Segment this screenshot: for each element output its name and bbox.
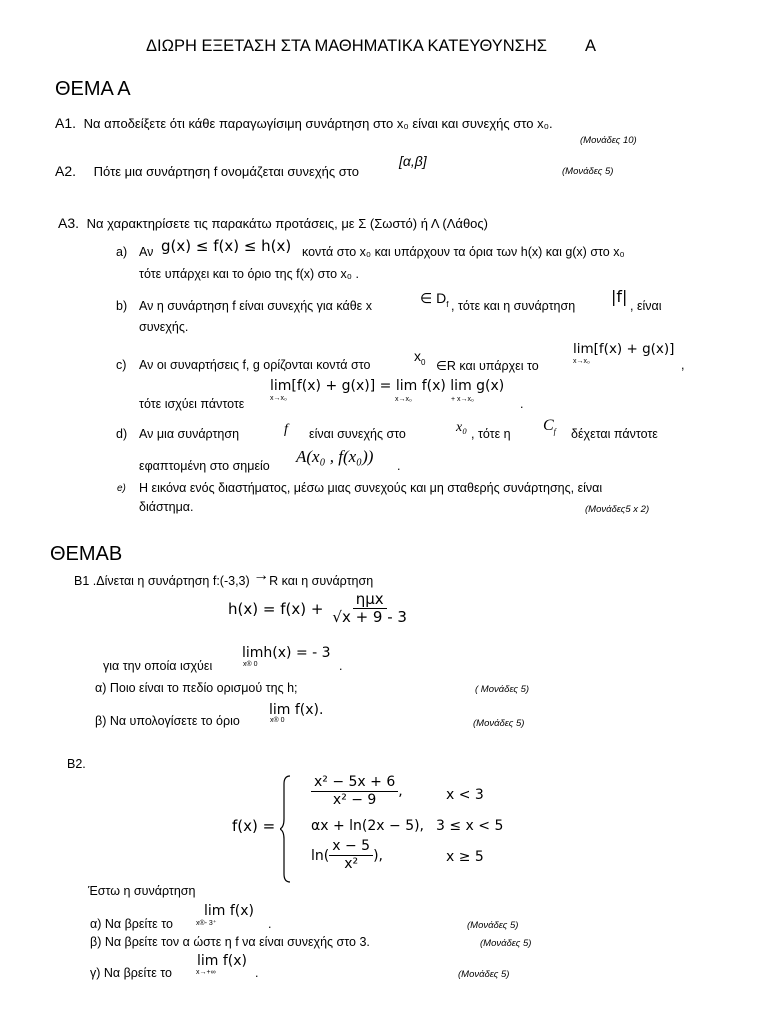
a3-c-eq-sub1: x→x₀ <box>270 395 287 402</box>
a3-b-text3: , είναι <box>630 299 662 313</box>
a3-d-text4: δέχεται πάντοτε <box>571 427 658 441</box>
b2-qc-marks: (Μονάδες 5) <box>458 969 510 980</box>
theme-b-heading: ΘΕΜΑΒ <box>50 543 123 565</box>
b1-text2: R και η συνάρτηση <box>269 574 374 588</box>
arrow-icon: → <box>253 567 270 584</box>
b1-cond-sub: x® 0 <box>243 661 258 668</box>
a2-label: Α2. <box>55 163 77 179</box>
a3-d-text3: , τότε η <box>471 427 511 441</box>
b2-case1-cond: x < 3 <box>446 787 484 803</box>
b2-let: Έστω η συνάρτηση <box>88 884 196 898</box>
a3-c-label: c) <box>116 358 127 372</box>
b2-case2-cond: 3 ≤ x < 5 <box>436 818 504 834</box>
a3-c-text1: Αν οι συναρτήσεις f, g ορίζονται κοντά στο <box>139 358 371 372</box>
b2-case2: αx + ln(2x − 5), <box>311 818 425 834</box>
b2-qc-sub: x→+∞ <box>196 969 216 976</box>
theme-a-heading: ΘΕΜΑ Α <box>55 78 131 100</box>
a3-c-end: . <box>520 397 524 411</box>
b2-qc: γ) Να βρείτε το <box>90 966 172 980</box>
b1-label: Β1 . <box>74 574 97 588</box>
a3-e-line2: διάστημα. <box>139 500 194 514</box>
b1-intro <box>74 567 374 590</box>
b1-qb-sub: x® 0 <box>270 717 285 724</box>
b1-text: Δίνεται η συνάρτηση f:(-3,3) <box>96 574 250 588</box>
b1-qb: β) Να υπολογίσετε το όριο <box>95 714 240 728</box>
b1-qa: α) Ποιο είναι το πεδίο ορισμού της h; <box>95 681 298 695</box>
a3-a-text: κοντά στο x₀ και υπάρχουν τα όρια των h(x) και g(x) στο x₀ <box>302 245 625 259</box>
b2-qc-formula: lim f(x) <box>197 953 248 969</box>
a3-b-text2: , τότε και η συνάρτηση <box>451 299 576 313</box>
case1-denominator: x² − 9 <box>332 792 377 808</box>
b1-qb-formula: lim f(x). <box>269 702 324 718</box>
a3-c-lim: lim[f(x) + g(x)] <box>573 341 675 357</box>
b2-f-lhs: f(x) = <box>232 817 276 835</box>
b2-case3 <box>311 838 383 873</box>
a3-d-line2: εφαπτομένη στο σημείο <box>139 459 270 473</box>
a3-d-end: . <box>397 459 401 473</box>
a2-marks: (Μονάδες 5) <box>562 166 614 177</box>
h-fraction <box>329 591 410 626</box>
a3-c-eq-sub3: + x→x₀ <box>451 396 474 403</box>
a3-c-lim-sub: x→x₀ <box>573 358 590 365</box>
question-a2 <box>55 163 359 179</box>
b1-cond-formula: limh(x) = - 3 <box>242 645 331 661</box>
h-denominator: √x + 9 - 3 <box>332 608 407 626</box>
title-text: ΔΙΩΡΗ ΕΞΕΤΑΣΗ ΣΤΑ ΜΑΘΗΜΑΤΙΚΑ ΚΑΤΕΥΘΥΝΣΗΣ <box>146 37 547 55</box>
a3-b-abs: |f| <box>611 287 628 306</box>
a3-a-line2: τότε υπάρχει και το όριο της f(x) στο x₀ . <box>139 267 359 281</box>
domain-symbol: ∈ D <box>420 290 447 306</box>
a3-b-text1: Αν η συνάρτηση f είναι συνεχής για κάθε x <box>139 299 372 313</box>
b1-cond-end: . <box>339 659 343 673</box>
a2-interval: [α,β] <box>399 153 427 169</box>
b2-case3-cond: x ≥ 5 <box>446 849 484 865</box>
a3-b-label: b) <box>116 299 128 313</box>
case3-post: ), <box>373 847 383 864</box>
a3-c-eq-sub2: x→x₀ <box>395 396 412 403</box>
b1-h-formula <box>228 591 410 626</box>
a2-text: Πότε μια συνάρτηση f ονομάζεται συνεχής στο <box>93 164 359 179</box>
a3-d-point: Α(x₀ , f(x₀)) <box>296 447 374 466</box>
b2-qa: α) Να βρείτε το <box>90 917 173 931</box>
a3-d-x0: x₀ <box>456 420 468 435</box>
a3-a-label: a) <box>116 245 128 259</box>
a1-label: Α1. <box>55 115 77 131</box>
cf-sub: f <box>553 427 556 437</box>
b2-qa-end: . <box>268 917 272 931</box>
question-a3 <box>58 215 488 231</box>
b1-qa-marks: ( Μονάδες 5) <box>475 684 530 695</box>
case1-fraction <box>311 774 398 809</box>
a3-d-text2: είναι συνεχής στο <box>309 427 406 441</box>
h-numerator: ημx <box>353 591 387 609</box>
a1-text: Να αποδείξετε ότι κάθε παραγωγίσιμη συνάρτηση στο x₀ είναι και συνεχής στο x₀. <box>83 116 553 131</box>
case3-pre: ln( <box>311 847 330 864</box>
case1-comma: , <box>398 783 403 800</box>
a3-d-label: d) <box>116 427 128 441</box>
a3-e-label: e) <box>117 483 126 494</box>
a3-b-domain <box>420 290 448 309</box>
document-title <box>146 37 596 56</box>
a3-a-prefix: Αν <box>139 245 154 259</box>
b2-qa-sub: x®- 3⁺ <box>196 920 217 927</box>
case3-fraction <box>329 838 373 873</box>
case3-numerator: x − 5 <box>329 838 373 856</box>
a3-c-inr: ∈R και υπάρχει το <box>436 359 539 373</box>
a3-b-line2: συνεχής. <box>139 320 189 334</box>
x0-symbol: x <box>414 348 421 364</box>
b1-qb-marks: (Μονάδες 5) <box>473 718 525 729</box>
b2-qc-end: . <box>255 966 259 980</box>
question-a1 <box>55 115 553 131</box>
a3-e-text: Η εικόνα ενός διαστήματος, μέσω μιας συνεχούς και μη σταθερής συνάρτησης, είναι <box>139 481 603 495</box>
a3-e-marks: (Μονάδες5 x 2) <box>585 504 650 515</box>
piecewise-brace <box>280 774 294 884</box>
case3-denominator: x² <box>344 856 359 872</box>
a3-d-text1: Αν μια συνάρτηση <box>139 427 240 441</box>
b2-case1 <box>311 774 403 809</box>
a3-a-formula: g(x) ≤ f(x) ≤ h(x) <box>161 237 292 255</box>
a3-d-cf <box>543 417 556 436</box>
x0-sub: 0 <box>421 357 426 367</box>
a1-marks: (Μονάδες 10) <box>580 135 637 146</box>
a3-text: Να χαρακτηρίσετε τις παρακάτω προτάσεις, με Σ (Σωστό) ή Λ (Λάθος) <box>86 216 488 231</box>
b2-qa-marks: (Μονάδες 5) <box>467 920 519 931</box>
a3-c-line2: τότε ισχύει πάντοτε <box>139 397 245 411</box>
b2-qb-marks: (Μονάδες 5) <box>480 938 532 949</box>
b2-qa-formula: lim f(x) <box>204 903 255 919</box>
a3-c-x0 <box>414 348 425 367</box>
a3-label: Α3. <box>58 215 80 231</box>
h-lhs: h(x) = f(x) + <box>228 599 324 618</box>
a3-c-comma: , <box>681 358 685 372</box>
case1-numerator: x² − 5x + 6 <box>311 774 398 792</box>
a3-d-f: f <box>284 422 288 437</box>
b1-cond-text: για την οποία ισχύει <box>103 659 213 673</box>
domain-sub: f <box>446 299 449 309</box>
a3-c-eq: lim[f(x) + g(x)] = lim f(x) lim g(x) <box>270 378 505 394</box>
title-suffix: Α <box>585 37 597 55</box>
b2-qb: β) Να βρείτε τον α ώστε η f να είναι συνεχής στο 3. <box>90 935 370 949</box>
b2-label: Β2. <box>67 757 86 771</box>
cf-symbol: C <box>543 417 554 434</box>
